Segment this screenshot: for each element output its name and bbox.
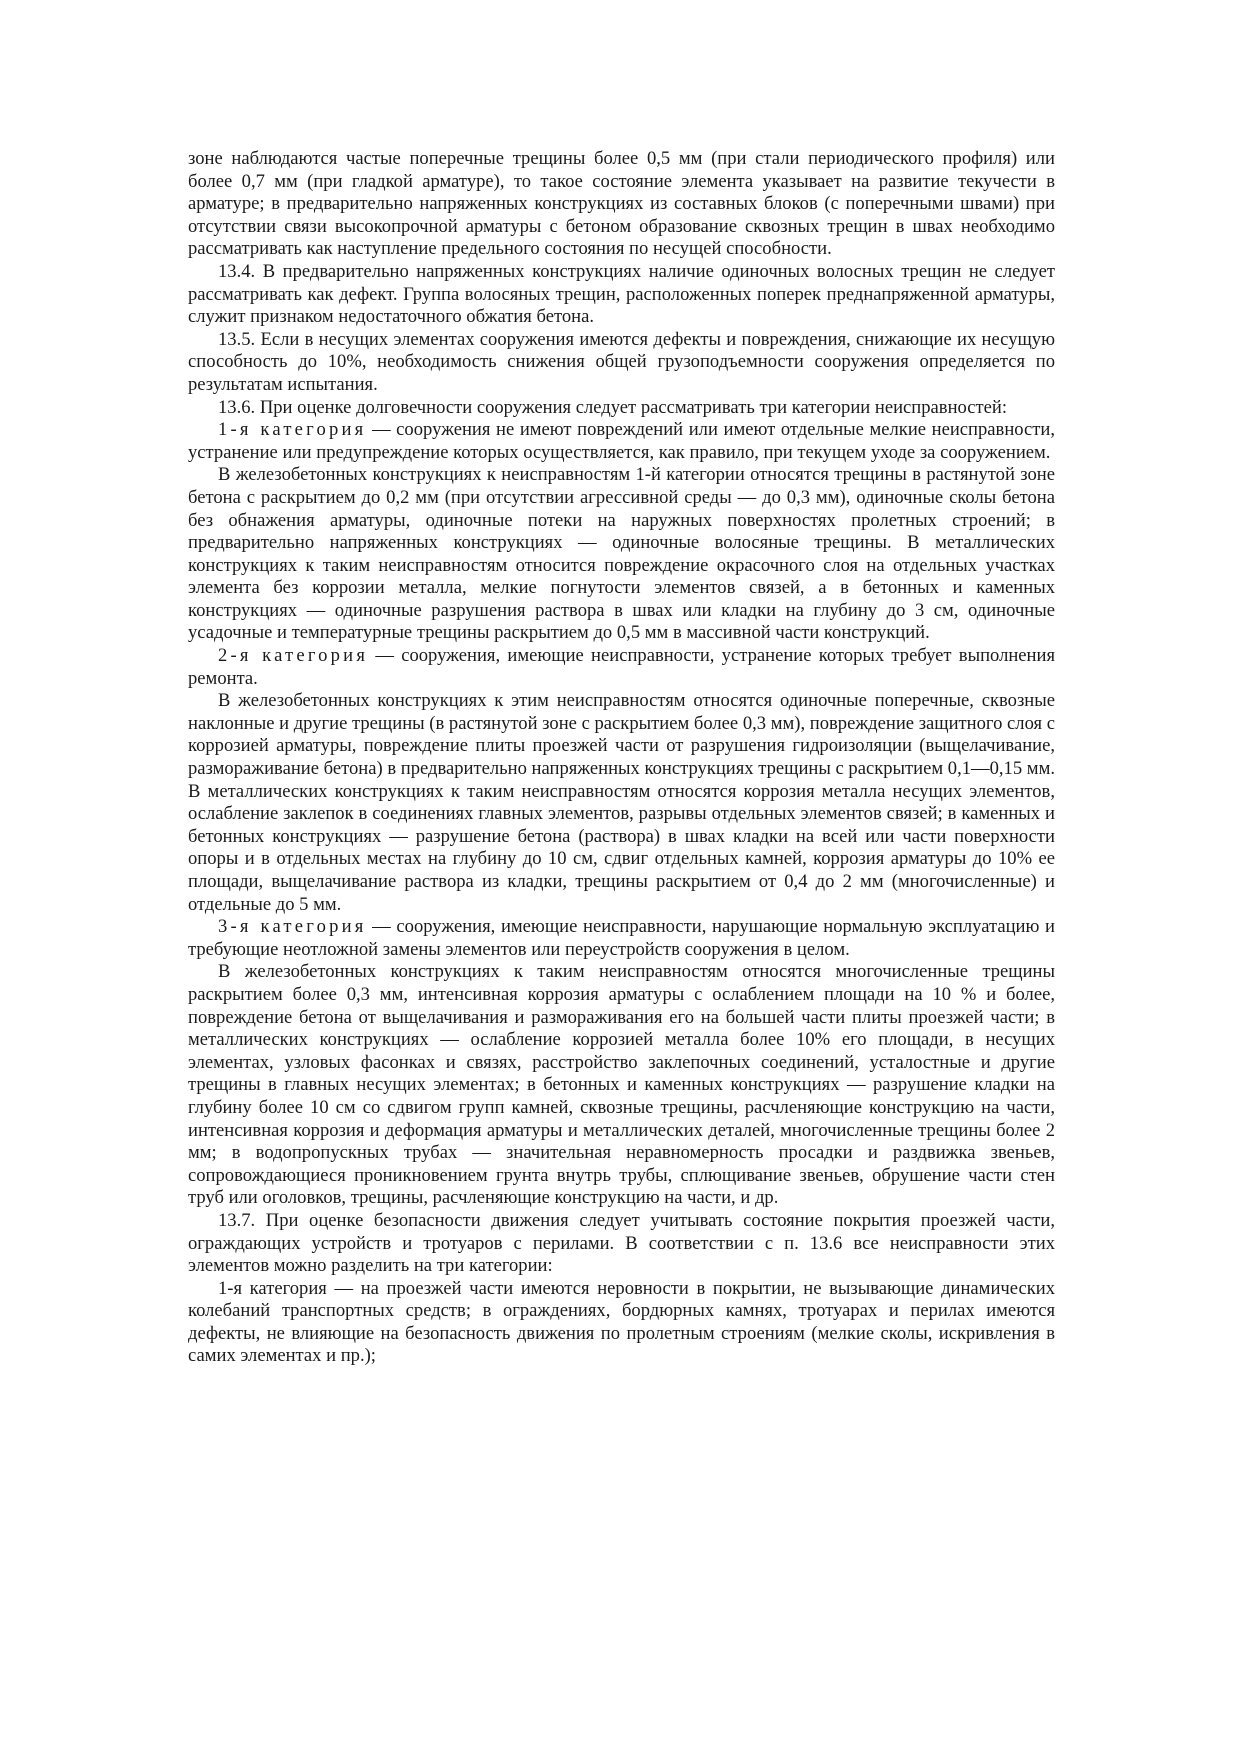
paragraph-category-1 <box>188 419 1055 464</box>
paragraph-13-3-continuation <box>188 148 1055 261</box>
paragraph-13-7 <box>188 1210 1055 1278</box>
paragraph-13-6 <box>188 397 1055 420</box>
paragraph-category-2 <box>188 645 1055 690</box>
paragraph-text: 13.4. В предварительно напряженных конструкциях наличие одиночных волосных трещин не следует рассматривать как дефект. Группа волосяных трещин, расположенных поперек преднапряженной арматуры, служит признаком недостаточного обжатия бетона. <box>188 260 1055 328</box>
paragraph-13-7-category-1 <box>188 1278 1055 1368</box>
paragraph-category-2-details <box>188 690 1055 916</box>
paragraph-text: — сооружения не имеют повреждений или имеют отдельные мелкие неисправности, устранение или предупреждение которых осуществляется, как правило, при текущем уходе за сооружением. <box>188 419 1056 463</box>
paragraph-text: — сооружения, имеющие неисправности, устранение которых требует выполнения ремонта. <box>188 645 1056 689</box>
paragraph-text: 1-я категория — на проезжей части имеются неровности в покрытии, не вызывающие динамических колебаний транспортных средств; в ограждениях, бордюрных камнях, тротуарах и перилах имеются дефекты, не влияющие на безопасность движения по пролетным строениям (мелкие сколы, искривления в самих элементах и пр.); <box>188 1277 1055 1367</box>
paragraph-text: — сооружения, имеющие неисправности, нарушающие нормальную эксплуатацию и требующие неотложной замены элементов или переустройств сооружения в целом. <box>188 916 1055 960</box>
paragraph-text: 13.5. Если в несущих элементах сооружения имеются дефекты и повреждения, снижающие их несущую способность до 10%, необходимость снижения общей грузоподъемности сооружения определяется по результатам испытания. <box>188 328 1055 395</box>
paragraph-text: 13.6. При оценке долговечности сооружения следует рассматривать три категории неисправностей: <box>218 396 1008 418</box>
paragraph-category-1-details <box>188 464 1055 645</box>
paragraph-text: В железобетонных конструкциях к этим неисправностям относятся одиночные поперечные, сквозные наклонные и другие трещины (в растянутой зоне с раскрытием более 0,3 мм), повреждение защитного слоя с коррозией арматуры, повреждение плиты проезжей части от разрушения гидроизоляции (выщелачивание, размораживание бетона) в предварительно напряженных конструкциях трещины с раскрытием 0,1—0,15 мм. В металлических конструкциях к таким неисправностям относятся коррозия металла несущих элементов, ослабление заклепок в соединениях главных элементов, разрывы отдельных элементов связей; в каменных и бетонных конструкциях — разрушение бетона (раствора) в швах кладки на всей или части поверхности опоры и в отдельных местах на глубину до 10 см, сдвиг отдельных камней, коррозия арматуры до 10% ее площади, выщелачивание раствора из кладки, трещины раскрытием от 0,4 до 2 мм (многочисленные) и отдельные до 5 мм. <box>188 690 1055 915</box>
paragraph-text: В железобетонных конструкциях к неисправностям 1-й категории относятся трещины в растянутой зоне бетона с раскрытием до 0,2 мм (при отсутствии агрессивной среды — до 0,3 мм), одиночные сколы бетона без обнажения арматуры, одиночные потеки на наружных поверхностях пролетных строений; в предварительно напряженных конструкциях — одиночные волосяные трещины. В металлических конструкциях к таким неисправностям относится повреждение окрасочного слоя на отдельных участках элемента без коррозии металла, мелкие погнутости элементов связей, а в бетонных и каменных конструкциях — одиночные разрушения раствора в швах или кладки на глубину до 3 см, одиночные усадочные и температурные трещины раскрытием до 0,5 мм в массивной части конструкций. <box>188 464 1055 644</box>
paragraph-text: В железобетонных конструкциях к таким неисправностям относятся многочисленные трещины раскрытием более 0,3 мм, интенсивная коррозия арматуры с ослаблением площади на 10 % и более, повреждение бетона от выщелачивания и размораживания его на большей части плиты проезжей части; в металлических конструкциях — ослабление коррозией металла более 10% его площади, в несущих элементах, узловых фасонках и связях, расстройство заклепочных соединений, усталостные и другие трещины в главных несущих элементах; в бетонных и каменных конструкциях — разрушение кладки на глубину более 10 см со сдвигом групп камней, сквозные трещины, расчленяющие конструкцию на части, интенсивная коррозия и деформация арматуры и металлических деталей, многочисленные трещины более 2 мм; в водопропускных трубах — значительная неравномерность просадки и раздвижка звеньев, сопровождающиеся проникновением грунта внутрь трубы, сплющивание звеньев, обрушение части стен труб или оголовков, трещины, расчленяющие конструкцию на части, и др. <box>188 961 1055 1209</box>
category-lead: 2-я категория <box>218 645 369 667</box>
category-lead: 1-я категория <box>218 419 367 441</box>
category-lead: 3-я категория <box>218 916 367 938</box>
paragraph-13-4 <box>188 261 1055 329</box>
paragraph-text: зоне наблюдаются частые поперечные трещины более 0,5 мм (при стали периодического профиля) или более 0,7 мм (при гладкой арматуре), то такое состояние элемента указывает на развитие текучести в арматуре; в предварительно напряженных конструкциях из составных блоков (с поперечными швами) при отсутствии связи высокопрочной арматуры с бетоном образование сквозных трещин в швах необходимо рассматривать как наступление предельного состояния по несущей способности. <box>188 148 1055 260</box>
paragraph-category-3-details <box>188 961 1055 1210</box>
paragraph-text: 13.7. При оценке безопасности движения следует учитывать состояние покрытия проезжей части, ограждающих устройств и тротуаров с перилами. В соответствии с п. 13.6 все неисправности этих элементов можно разделить на три категории: <box>188 1209 1055 1277</box>
paragraph-13-5 <box>188 329 1055 397</box>
document-body <box>188 148 1055 1368</box>
paragraph-category-3 <box>188 916 1055 961</box>
